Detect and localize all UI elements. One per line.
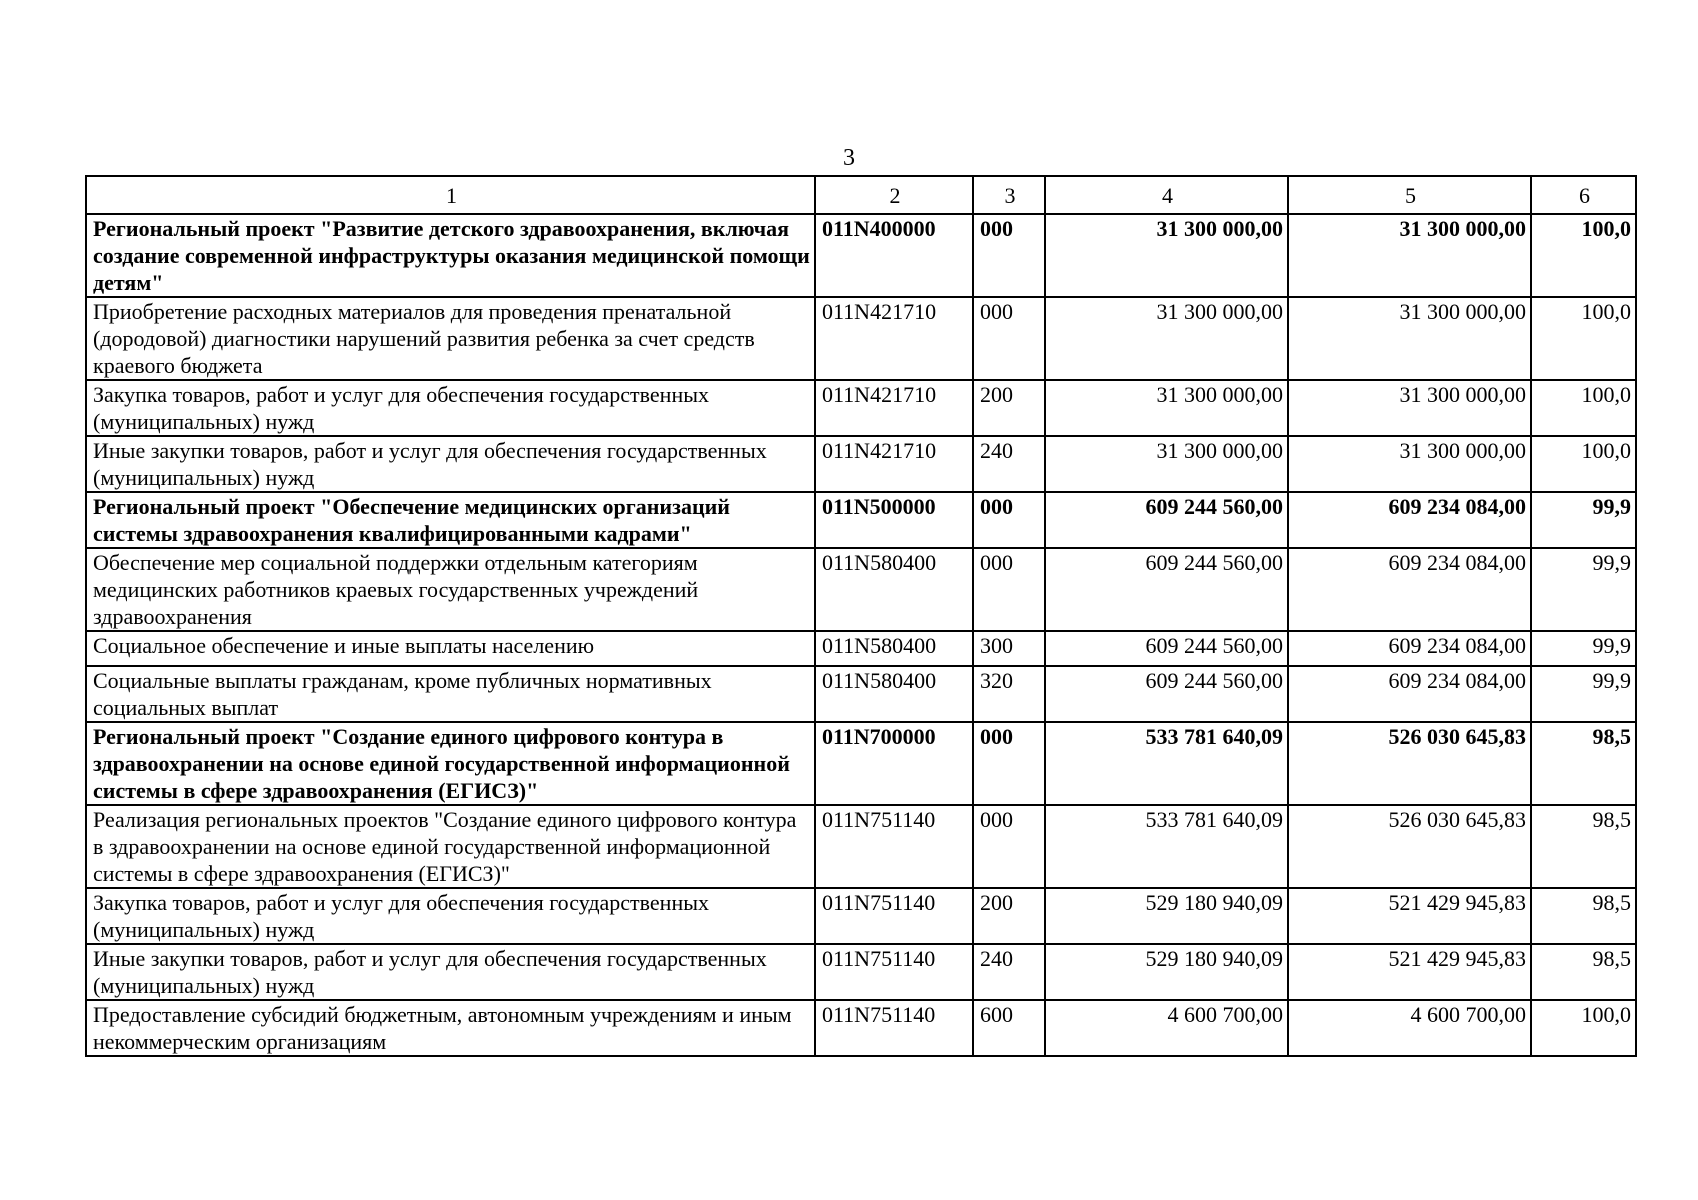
row-percent-cell: 99,9: [1531, 631, 1636, 666]
row-name-cell: Региональный проект "Обеспечение медицинских организаций системы здравоохранения квалифицированными кадрами": [86, 492, 815, 548]
row-kind-cell: 240: [973, 436, 1045, 492]
row-fact-cell: 526 030 645,83: [1288, 722, 1531, 805]
row-fact-cell: 609 234 084,00: [1288, 631, 1531, 666]
table-row: [86, 631, 1636, 666]
row-percent-cell: 100,0: [1531, 214, 1636, 297]
row-code-cell: 011N751140: [815, 805, 973, 888]
row-kind-cell: 240: [973, 944, 1045, 1000]
row-code-cell: 011N421710: [815, 436, 973, 492]
table-body: [86, 214, 1636, 1056]
row-kind-cell: 200: [973, 380, 1045, 436]
row-code-cell: 011N700000: [815, 722, 973, 805]
row-fact-cell: 4 600 700,00: [1288, 1000, 1531, 1056]
row-name-cell: Обеспечение мер социальной поддержки отдельным категориям медицинских работников краевых государственных учреждений здравоохранения: [86, 548, 815, 631]
table-row: [86, 297, 1636, 380]
row-name-cell: Региональный проект "Развитие детского здравоохранения, включая создание современной инфраструктуры оказания медицинской помощи детям": [86, 214, 815, 297]
row-plan-cell: 4 600 700,00: [1045, 1000, 1288, 1056]
row-kind-cell: 300: [973, 631, 1045, 666]
row-code-cell: 011N421710: [815, 380, 973, 436]
row-code-cell: 011N580400: [815, 548, 973, 631]
header-cell: 4: [1045, 176, 1288, 214]
row-percent-cell: 99,9: [1531, 666, 1636, 722]
row-name-cell: Предоставление субсидий бюджетным, автономным учреждениям и иным некоммерческим организациям: [86, 1000, 815, 1056]
row-kind-cell: 000: [973, 722, 1045, 805]
row-kind-cell: 000: [973, 214, 1045, 297]
row-plan-cell: 31 300 000,00: [1045, 214, 1288, 297]
row-code-cell: 011N751140: [815, 888, 973, 944]
row-percent-cell: 100,0: [1531, 436, 1636, 492]
header-cell: 1: [86, 176, 815, 214]
row-fact-cell: 31 300 000,00: [1288, 297, 1531, 380]
row-fact-cell: 526 030 645,83: [1288, 805, 1531, 888]
table-row: [86, 944, 1636, 1000]
row-percent-cell: 99,9: [1531, 548, 1636, 631]
row-name-cell: Иные закупки товаров, работ и услуг для обеспечения государственных (муниципальных) нужд: [86, 436, 815, 492]
row-fact-cell: 521 429 945,83: [1288, 944, 1531, 1000]
row-name-cell: Закупка товаров, работ и услуг для обеспечения государственных (муниципальных) нужд: [86, 888, 815, 944]
header-cell: 2: [815, 176, 973, 214]
row-plan-cell: 31 300 000,00: [1045, 436, 1288, 492]
row-code-cell: 011N500000: [815, 492, 973, 548]
row-code-cell: 011N580400: [815, 666, 973, 722]
table-row: [86, 1000, 1636, 1056]
page-number: 3: [843, 145, 855, 171]
row-plan-cell: 529 180 940,09: [1045, 888, 1288, 944]
budget-table: [85, 175, 1637, 1057]
row-code-cell: 011N421710: [815, 297, 973, 380]
row-name-cell: Реализация региональных проектов "Создание единого цифрового контура в здравоохранении на основе единой государственной информационной системы в сфере здравоохранения (ЕГИСЗ)": [86, 805, 815, 888]
row-name-cell: Приобретение расходных материалов для проведения пренатальной (дородовой) диагностики нарушений развития ребенка за счет средств краевого бюджета: [86, 297, 815, 380]
header-cell: 5: [1288, 176, 1531, 214]
row-plan-cell: 31 300 000,00: [1045, 297, 1288, 380]
row-fact-cell: 521 429 945,83: [1288, 888, 1531, 944]
row-plan-cell: 609 244 560,00: [1045, 666, 1288, 722]
row-percent-cell: 98,5: [1531, 805, 1636, 888]
header-cell: 3: [973, 176, 1045, 214]
table-row: [86, 380, 1636, 436]
table-row: [86, 548, 1636, 631]
row-code-cell: 011N400000: [815, 214, 973, 297]
row-fact-cell: 31 300 000,00: [1288, 214, 1531, 297]
row-name-cell: Региональный проект "Создание единого цифрового контура в здравоохранении на основе единой государственной информационной системы в сфере здравоохранения (ЕГИСЗ)": [86, 722, 815, 805]
row-plan-cell: 609 244 560,00: [1045, 631, 1288, 666]
row-name-cell: Социальное обеспечение и иные выплаты населению: [86, 631, 815, 666]
header-row: [86, 176, 1636, 214]
row-fact-cell: 609 234 084,00: [1288, 666, 1531, 722]
row-kind-cell: 000: [973, 297, 1045, 380]
row-kind-cell: 600: [973, 1000, 1045, 1056]
row-plan-cell: 609 244 560,00: [1045, 492, 1288, 548]
table-row: [86, 888, 1636, 944]
row-name-cell: Социальные выплаты гражданам, кроме публичных нормативных социальных выплат: [86, 666, 815, 722]
header-cell: 6: [1531, 176, 1636, 214]
row-kind-cell: 000: [973, 548, 1045, 631]
row-plan-cell: 533 781 640,09: [1045, 722, 1288, 805]
row-plan-cell: 533 781 640,09: [1045, 805, 1288, 888]
row-code-cell: 011N580400: [815, 631, 973, 666]
row-kind-cell: 000: [973, 492, 1045, 548]
row-plan-cell: 31 300 000,00: [1045, 380, 1288, 436]
row-kind-cell: 320: [973, 666, 1045, 722]
row-fact-cell: 609 234 084,00: [1288, 548, 1531, 631]
row-percent-cell: 98,5: [1531, 944, 1636, 1000]
table-row: [86, 805, 1636, 888]
table-row: [86, 436, 1636, 492]
row-percent-cell: 98,5: [1531, 888, 1636, 944]
row-percent-cell: 99,9: [1531, 492, 1636, 548]
row-percent-cell: 100,0: [1531, 380, 1636, 436]
row-fact-cell: 31 300 000,00: [1288, 436, 1531, 492]
row-kind-cell: 200: [973, 888, 1045, 944]
row-fact-cell: 609 234 084,00: [1288, 492, 1531, 548]
row-percent-cell: 100,0: [1531, 1000, 1636, 1056]
row-name-cell: Закупка товаров, работ и услуг для обеспечения государственных (муниципальных) нужд: [86, 380, 815, 436]
row-fact-cell: 31 300 000,00: [1288, 380, 1531, 436]
table-row: [86, 666, 1636, 722]
row-percent-cell: 100,0: [1531, 297, 1636, 380]
table-row-project: [86, 492, 1636, 548]
row-code-cell: 011N751140: [815, 1000, 973, 1056]
row-kind-cell: 000: [973, 805, 1045, 888]
row-name-cell: Иные закупки товаров, работ и услуг для обеспечения государственных (муниципальных) нужд: [86, 944, 815, 1000]
table-row-project: [86, 214, 1636, 297]
row-code-cell: 011N751140: [815, 944, 973, 1000]
row-plan-cell: 529 180 940,09: [1045, 944, 1288, 1000]
row-plan-cell: 609 244 560,00: [1045, 548, 1288, 631]
row-percent-cell: 98,5: [1531, 722, 1636, 805]
table-row-project: [86, 722, 1636, 805]
